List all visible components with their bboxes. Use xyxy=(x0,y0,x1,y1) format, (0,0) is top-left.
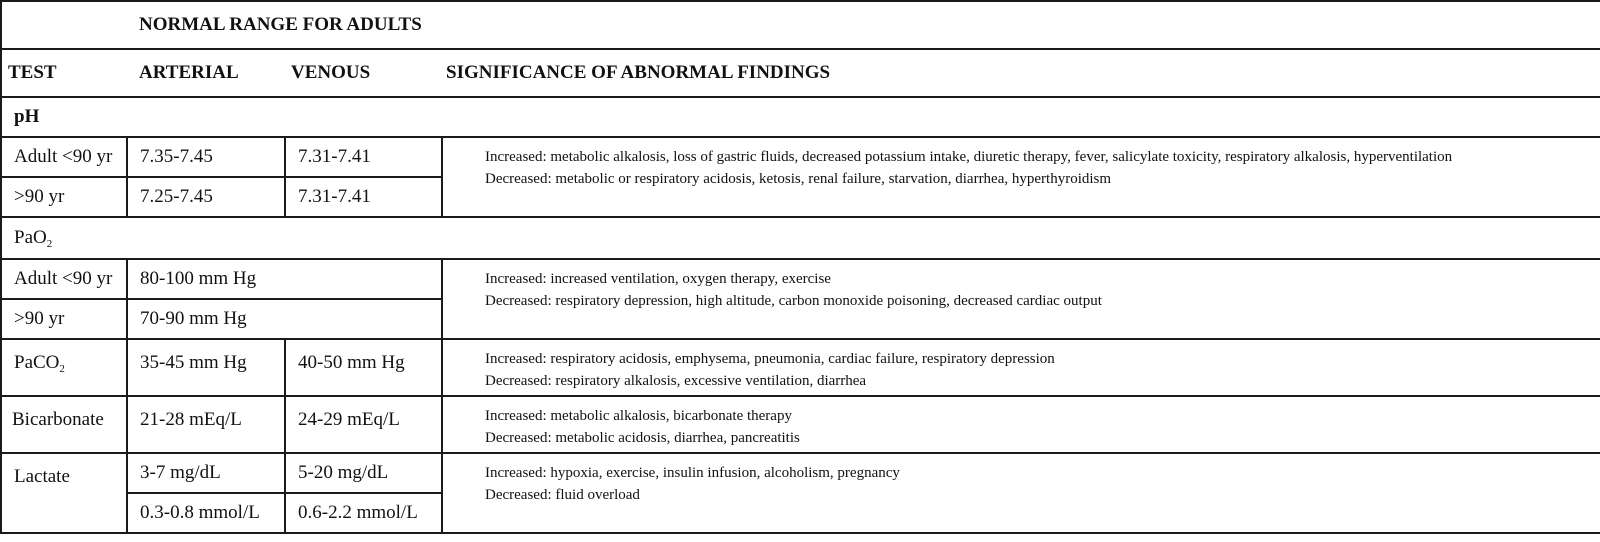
test-cell: Adult <90 yr xyxy=(1,137,127,177)
test-cell: Adult <90 yr xyxy=(1,259,127,299)
header-venous: VENOUS xyxy=(285,49,442,97)
table-row xyxy=(1,396,1600,453)
decreased-text: Decreased: fluid overload xyxy=(485,487,640,503)
header-group-title: NORMAL RANGE FOR ADULTS xyxy=(127,1,1600,49)
decreased-text: Decreased: respiratory depression, high altitude, carbon monoxide poisoning, decreased cardiac output xyxy=(485,293,1102,309)
section-row-pao2 xyxy=(1,217,1600,259)
paco2-label-sub: 2 xyxy=(59,363,65,375)
section-label-pao2 xyxy=(1,217,1600,259)
arterial-cell: 3-7 mg/dL xyxy=(127,453,285,493)
significance-cell-paco2 xyxy=(442,339,1600,396)
decreased-text: Decreased: respiratory alkalosis, excessive ventilation, diarrhea xyxy=(485,373,867,389)
table-row xyxy=(1,259,1600,299)
pao2-label-sub: 2 xyxy=(46,238,53,250)
table-row xyxy=(1,339,1600,396)
increased-text: Increased: metabolic alkalosis, bicarbonate therapy xyxy=(485,408,792,424)
arterial-cell: 7.25-7.45 xyxy=(127,177,285,217)
test-cell: Bicarbonate xyxy=(1,396,127,453)
significance-cell-pao2 xyxy=(442,259,1600,339)
significance-cell-ph xyxy=(442,137,1600,217)
test-cell: >90 yr xyxy=(1,299,127,339)
increased-text: Increased: increased ventilation, oxygen therapy, exercise xyxy=(485,271,831,287)
test-cell: >90 yr xyxy=(1,177,127,217)
header-arterial: ARTERIAL xyxy=(127,49,285,97)
arterial-cell: 35-45 mm Hg xyxy=(127,339,285,396)
table-row xyxy=(1,137,1600,177)
arterial-cell: 70-90 mm Hg xyxy=(127,299,442,339)
header-row-group xyxy=(1,1,1600,49)
venous-cell: 40-50 mm Hg xyxy=(285,339,442,396)
significance-cell-bicarbonate xyxy=(442,396,1600,453)
venous-cell: 5-20 mg/dL xyxy=(285,453,442,493)
header-row-columns xyxy=(1,49,1600,97)
venous-cell: 7.31-7.41 xyxy=(285,177,442,217)
paco2-label-main: PaCO xyxy=(14,352,60,373)
section-label-ph: pH xyxy=(1,97,1600,137)
decreased-text: Decreased: metabolic or respiratory acidosis, ketosis, renal failure, starvation, diarrhea, hyperthyroidism xyxy=(485,171,1112,187)
section-row-ph xyxy=(1,97,1600,137)
pao2-label-main: PaO xyxy=(14,227,47,248)
arterial-cell: 0.3-0.8 mmol/L xyxy=(127,493,285,533)
arterial-cell: 80-100 mm Hg xyxy=(127,259,442,299)
header-empty-cell xyxy=(1,1,127,49)
venous-cell: 24-29 mEq/L xyxy=(285,396,442,453)
venous-cell: 0.6-2.2 mmol/L xyxy=(285,493,442,533)
test-cell-paco2 xyxy=(1,339,127,396)
increased-text: Increased: hypoxia, exercise, insulin infusion, alcoholism, pregnancy xyxy=(485,465,900,481)
table-row xyxy=(1,453,1600,493)
arterial-cell: 7.35-7.45 xyxy=(127,137,285,177)
test-cell: Lactate xyxy=(1,453,127,533)
increased-text: Increased: metabolic alkalosis, loss of gastric fluids, decreased potassium intake, diuretic therapy, fever, salicylate toxicity, respiratory alkalosis, hyperventilation xyxy=(485,149,1453,165)
header-test: TEST xyxy=(1,49,127,97)
increased-text: Increased: respiratory acidosis, emphysema, pneumonia, cardiac failure, respiratory depression xyxy=(485,351,1055,367)
significance-cell-lactate xyxy=(442,453,1600,533)
header-significance: SIGNIFICANCE OF ABNORMAL FINDINGS xyxy=(442,49,1600,97)
decreased-text: Decreased: metabolic acidosis, diarrhea, pancreatitis xyxy=(485,430,800,446)
arterial-cell: 21-28 mEq/L xyxy=(127,396,285,453)
venous-cell: 7.31-7.41 xyxy=(285,137,442,177)
